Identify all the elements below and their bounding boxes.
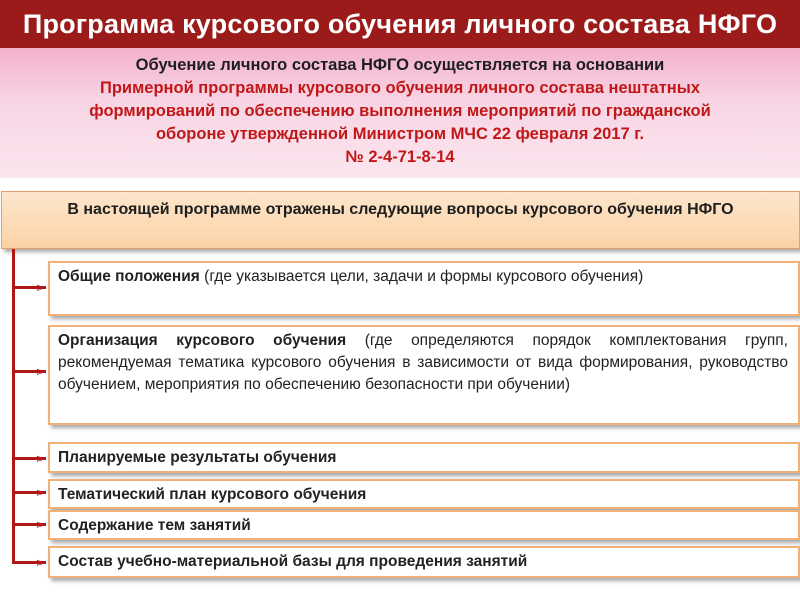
- item-title: Тематический план курсового обучения: [58, 486, 367, 503]
- arrow-right-icon: ▻: [36, 364, 47, 378]
- tree-connector-6: [12, 555, 47, 569]
- list-item-material-base: [48, 546, 800, 578]
- tree-vertical-line: [12, 249, 15, 564]
- arrow-right-icon: ▻: [36, 517, 47, 531]
- intro-line-2: Примерной программы курсового обучения личного состава нештатных: [99, 79, 701, 97]
- list-item-organization: [48, 325, 800, 425]
- item-title: Содержание тем занятий: [58, 517, 251, 534]
- tree-connector-5: [12, 517, 47, 531]
- list-item-planned-results: [48, 442, 800, 473]
- item-title: Состав учебно-материальной базы для проведения занятий: [58, 553, 528, 570]
- tree-connector-1: [12, 280, 47, 294]
- arrow-right-icon: ▻: [36, 555, 47, 569]
- arrow-right-icon: ▻: [36, 451, 47, 465]
- item-title: Общие положения: [58, 268, 200, 285]
- arrow-right-icon: ▻: [36, 485, 47, 499]
- tree-connector-4: [12, 485, 47, 499]
- arrow-right-icon: ▻: [36, 280, 47, 294]
- intro-block: [0, 48, 800, 178]
- item-description: (где указывается цели, задачи и формы курсового обучения): [199, 268, 644, 285]
- item-description: (где определяются порядок комплектования групп, рекомендуемая тематика курсового обучения в зависимости от вида формирования, руководство обучением, мероприятия по обеспечению безопасности при обучении): [58, 332, 788, 393]
- item-title: Планируемые результаты обучения: [58, 449, 337, 466]
- intro-line-1: Обучение личного состава НФГО осуществляется на основании: [135, 56, 665, 74]
- list-item-topic-content: [48, 510, 800, 540]
- page-title: Программа курсового обучения личного состава НФГО: [0, 0, 800, 48]
- item-title: Организация курсового обучения: [58, 332, 347, 349]
- intro-line-3: формирований по обеспечению выполнения мероприятий по гражданской: [89, 102, 711, 120]
- tree-connector-3: [12, 451, 47, 465]
- tree-connector-2: [12, 364, 47, 378]
- intro-line-5: № 2-4-71-8-14: [345, 148, 455, 166]
- intro-line-4: обороне утвержденной Министром МЧС 22 февраля 2017 г.: [155, 125, 645, 143]
- list-item-general-provisions: [48, 261, 800, 316]
- list-item-thematic-plan: [48, 479, 800, 509]
- section-header: В настоящей программе отражены следующие вопросы курсового обучения НФГО: [1, 191, 800, 249]
